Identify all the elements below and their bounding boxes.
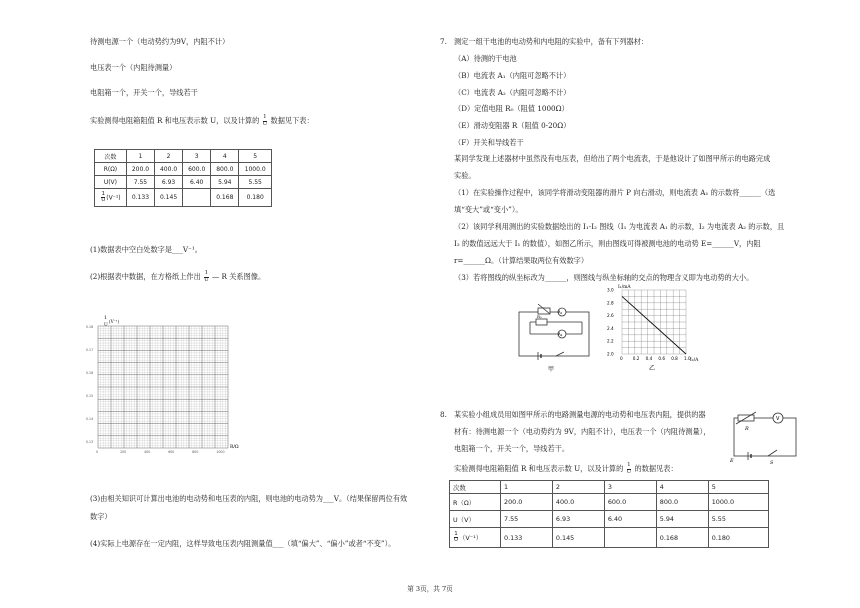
x-tick-labels — [620, 356, 691, 361]
frac-den: U — [262, 120, 268, 127]
question-1: (1)数据表中空白处数字是___V⁻¹。 — [90, 245, 202, 254]
y-axis-label: I₁/mA — [618, 285, 631, 290]
data-table-left — [94, 149, 272, 207]
figure-label-yi: 乙 — [649, 365, 656, 372]
frac-den: U — [626, 468, 632, 475]
y-tick-label: 3.0 — [607, 287, 614, 293]
x-tick-label: 0 — [96, 450, 99, 454]
table-header-row — [95, 150, 272, 163]
table-cell — [604, 528, 656, 548]
table-cell: 0.180 — [239, 189, 272, 207]
fraction — [263, 115, 268, 127]
text-line-resistor: 电阻箱一个，开关一个，导线若干 — [90, 88, 198, 97]
table-cell: 3 — [183, 150, 211, 163]
figure-label-jia: 甲 — [548, 366, 555, 373]
q2-text-b: — R 关系图像。 — [212, 272, 266, 281]
intro-text-b: 数据见下表： — [270, 116, 314, 125]
frac-den: U — [101, 197, 106, 203]
table-row — [95, 163, 272, 176]
table-cell: 200.0 — [126, 163, 154, 176]
question-8-line — [454, 463, 678, 475]
circuit-diagram-jia — [516, 300, 596, 375]
question-3b: 数字） — [90, 512, 112, 521]
table-cell: 2 — [552, 481, 604, 494]
frac-num: 1 — [204, 270, 209, 276]
x-tick-label: 1000 — [216, 450, 225, 454]
frac-num: 1 — [101, 190, 105, 197]
table-cell: 5 — [708, 481, 768, 494]
fraction — [627, 463, 632, 475]
resistor-r0-symbol — [536, 319, 547, 325]
label-r: R — [745, 426, 749, 432]
y-tick-label: 2.2 — [607, 338, 614, 344]
frac-num-mini: 1 — [104, 316, 107, 321]
y-tick-label: 0.18 — [86, 325, 94, 329]
y-tick-label: 2.6 — [607, 313, 614, 319]
table-cell: 次数 — [450, 481, 501, 494]
table-cell: 5.55 — [239, 176, 272, 189]
frac-num: 1 — [263, 114, 267, 120]
table-cell: 200.0 — [501, 494, 553, 511]
y-tick-label: 2.0 — [607, 351, 614, 357]
text-line-intro — [90, 115, 314, 127]
x-tick-label: 0 — [620, 356, 623, 361]
question-2 — [90, 271, 265, 283]
y-tick-labels — [86, 325, 93, 444]
circuit-outer-wire — [734, 418, 796, 456]
switch-symbol — [556, 352, 564, 356]
frac-den-mini: U — [104, 323, 108, 328]
table-cell — [95, 189, 127, 207]
text-line-voltmeter: 电压表一个（内阻待测量） — [90, 63, 177, 72]
table-cell: 800.0 — [656, 494, 708, 511]
question-8-line: 电阻箱一个，开关一个，导线若干。 — [454, 444, 570, 453]
question-8-line: 8. 某实验小组成员用如图甲所示的电路测量电源的电动势和电压表内阻，提供的器 — [440, 410, 706, 419]
y-tick-label: 0.14 — [86, 417, 94, 422]
table-cell: R(Ω) — [95, 163, 127, 176]
x-tick-label: 0.8 — [671, 356, 678, 361]
fraction — [204, 271, 209, 283]
table-cell: 2 — [154, 150, 182, 163]
frac-den: U — [204, 276, 209, 283]
table-cell: 400.0 — [154, 163, 182, 176]
label-a2: A₂ — [558, 332, 563, 337]
x-tick-label: 800 — [192, 450, 199, 454]
table-cell: R（Ω） — [450, 494, 501, 511]
equipment-item: （B）电流表 A₁（内阻可忽略不计） — [454, 71, 571, 80]
table-row — [450, 494, 769, 511]
table-cell: 5.55 — [708, 511, 768, 528]
y-tick-label: 2.8 — [607, 300, 614, 306]
table-cell: 0.168 — [656, 528, 708, 548]
table-cell: 1000.0 — [708, 494, 768, 511]
table-cell: 0.145 — [154, 189, 182, 207]
x-axis-label: I₂/A — [690, 358, 699, 363]
table-cell: 4 — [656, 481, 708, 494]
q2-text-a: (2)根据表中数据，在方格纸上作出 — [90, 272, 201, 281]
x-tick-label: 1.0 — [684, 356, 691, 361]
table-cell: U(V) — [95, 176, 127, 189]
equipment-item: （E）滑动变阻器 R（阻值 0-20Ω） — [454, 121, 571, 130]
paragraph-line: 某同学发现上述器材中虽然没有电压表，但给出了两个电流表，于是他设计了如图甲所示的电路完成 — [454, 154, 771, 163]
table-header-row — [450, 481, 769, 494]
data-table-right — [449, 480, 769, 548]
fraction — [101, 192, 105, 204]
table-row — [450, 511, 769, 528]
subquestion-2a: （2）该同学利用测出的实验数据绘出的 I₁-I₂ 图线（I₁ 为电流表 A₁ 的示数，I₂ 为电流表 A₂ 的示数，且 — [454, 222, 785, 231]
paragraph-line: 实验。 — [454, 171, 476, 180]
subquestion-1a: （1）在实验操作过程中，该同学将滑动变阻器的滑片 P 向右滑动，则电流表 A₁ 的示数将______（选 — [454, 188, 776, 197]
row-label: （V⁻¹） — [459, 533, 483, 542]
equipment-item: （F）开关和导线若干 — [454, 138, 524, 147]
question-3a: (3)由相关知识可计算出电池的电动势和电压表的内阻，则电池的电动势为___V。（结果保留两位有效 — [90, 494, 408, 503]
table-row — [450, 528, 769, 548]
x-tick-label: 200 — [120, 450, 127, 454]
x-tick-labels — [96, 450, 224, 454]
frac-num: 1 — [627, 462, 631, 468]
question-8-line: 材有：待测电源一个（电动势约为 9V，内阻不计），电压表一个（内阻待测量）， — [454, 427, 711, 436]
label-r0: R₀ — [537, 314, 542, 319]
table-cell: 3 — [604, 481, 656, 494]
equipment-item: （C）电流表 A₂（内阻可忽略不计） — [454, 88, 571, 97]
label-v: V — [776, 416, 780, 422]
y-tick-label: 0.13 — [86, 440, 94, 445]
table-cell: 7.55 — [501, 511, 553, 528]
page-footer: 第 3页，共 7页 — [407, 585, 453, 593]
circuit-diagram-q8 — [728, 404, 804, 466]
text-line-source: 待测电源一个（电动势约为9V，内阻不计） — [90, 37, 230, 46]
subquestion-2b: I₂ 的数值远远大于 I₁ 的数值），如图乙所示，则由图线可得被测电池的电动势 E=______V，内阻 — [454, 239, 761, 248]
x-tick-label: 0.6 — [658, 356, 666, 361]
table-cell — [183, 189, 211, 207]
table-cell: 5.94 — [656, 511, 708, 528]
q8-text-d: 实验测得电阻箱阻值 R 和电压表示数 U，以及计算的 — [454, 464, 624, 473]
table-cell: 1000.0 — [239, 163, 272, 176]
table-cell: 0.133 — [126, 189, 154, 207]
y-tick-label: 0.16 — [86, 371, 94, 376]
table-cell: 600.0 — [604, 494, 656, 511]
intro-text-a: 实验测得电阻箱阻值 R 和电压表示数 U，以及计算的 — [90, 116, 260, 125]
x-tick-label: 0.4 — [645, 356, 653, 361]
x-tick-label: 400 — [144, 450, 151, 454]
table-cell: 7.55 — [126, 176, 154, 189]
table-row — [95, 189, 272, 207]
q8-text-e: 的数据见表： — [634, 464, 678, 473]
table-cell: 0.180 — [708, 528, 768, 548]
question-4: (4)实际上电源存在一定内阻，这样导致电压表内阻测量值___（填“偏大”、“偏小”或者“不变”）。 — [90, 539, 396, 548]
table-cell: 5 — [239, 150, 272, 163]
frac-den: U — [454, 537, 459, 543]
x-tick-label: 600 — [168, 450, 175, 454]
x-axis-label: R/Ω — [230, 445, 239, 450]
table-cell: 6.93 — [552, 511, 604, 528]
table-cell — [450, 528, 501, 548]
question-7-title: 7. 测定一组干电池的电动势和内电阻的实验中，备有下列器材： — [440, 37, 649, 46]
table-cell: 800.0 — [211, 163, 239, 176]
table-cell: 0.133 — [501, 528, 553, 548]
table-cell: 次数 — [95, 150, 127, 163]
table-cell: 0.145 — [552, 528, 604, 548]
table-cell: 6.40 — [183, 176, 211, 189]
grid-paper-chart — [84, 308, 244, 460]
x-tick-label: 0.2 — [632, 356, 640, 361]
graph-yi — [604, 282, 704, 372]
graph-grid — [622, 290, 686, 354]
switch-symbol — [768, 450, 777, 456]
label-s: S — [770, 460, 774, 466]
label-a1: A₁ — [558, 310, 563, 315]
table-row — [95, 176, 272, 189]
table-cell: 1 — [501, 481, 553, 494]
equipment-item: （A）待测的干电池 — [454, 54, 517, 63]
table-cell: 400.0 — [552, 494, 604, 511]
grid-lines — [98, 326, 228, 448]
subquestion-1b: 填“变大”或“变小”）。 — [454, 205, 523, 214]
table-cell: 4 — [211, 150, 239, 163]
table-cell: 600.0 — [183, 163, 211, 176]
frac-num: 1 — [454, 530, 458, 537]
y-tick-label: 2.4 — [607, 325, 614, 331]
label-e: E — [730, 458, 734, 464]
table-cell: 0.168 — [211, 189, 239, 207]
fraction — [454, 532, 458, 544]
y-tick-labels — [607, 288, 614, 357]
table-cell: 6.40 — [604, 511, 656, 528]
subquestion-3: （3）若将图线的纵坐标改为______，则图线与纵坐标轴的交点的物理含义即为电动势的大小。 — [454, 273, 754, 282]
y-axis-label: (V⁻¹) — [109, 319, 120, 324]
table-cell: 1 — [126, 150, 154, 163]
y-tick-label: 0.17 — [86, 348, 94, 353]
equipment-item: （D）定值电阻 R₀（阻值 1000Ω） — [454, 104, 569, 113]
subquestion-2c: r=______Ω。（计算结果取两位有效数字） — [454, 256, 589, 265]
table-cell: U（V） — [450, 511, 501, 528]
table-cell: 6.93 — [154, 176, 182, 189]
row-label: (V⁻¹) — [106, 194, 121, 201]
y-tick-label: 0.15 — [86, 394, 94, 399]
table-cell: 5.94 — [211, 176, 239, 189]
